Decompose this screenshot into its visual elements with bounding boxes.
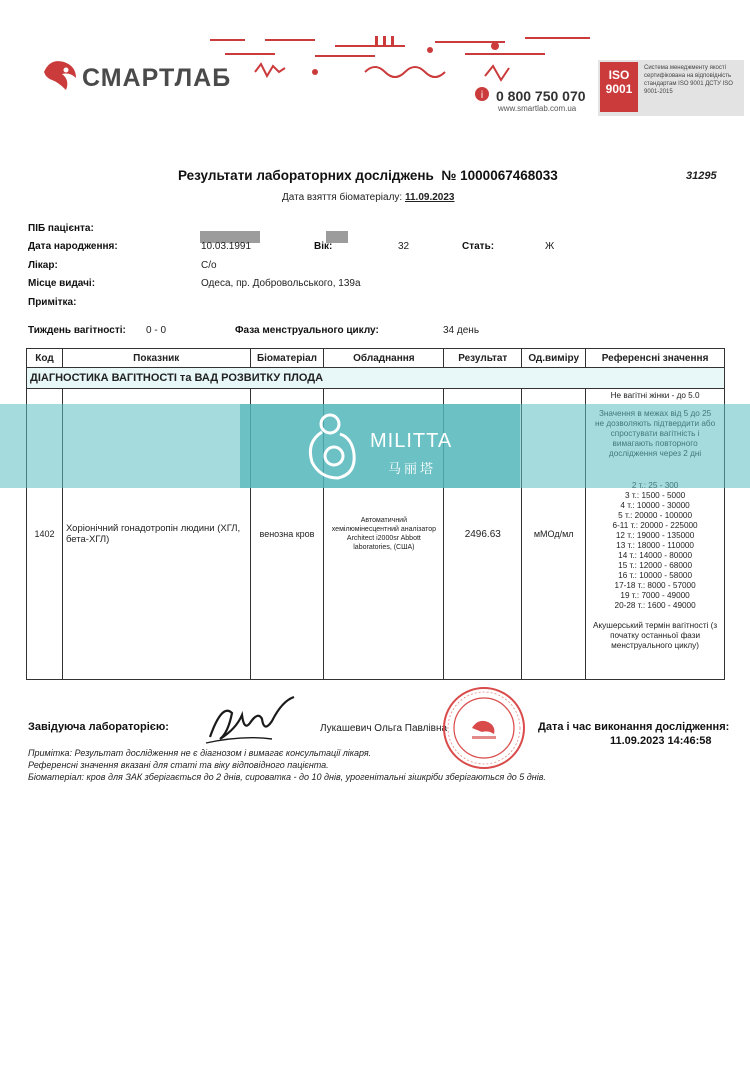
report-title: Результати лабораторних досліджень № 1000067468033 [178,168,558,183]
ref-line: 5 т.: 20000 - 100000 [618,511,693,520]
ref-line: 20-28 т.: 1600 - 49000 [614,601,696,610]
ref-line: 12 т.: 19000 - 135000 [615,531,695,540]
website: www.smartlab.com.ua [498,104,577,113]
place-value: Одеса, пр. Добровольського, 139а [201,278,361,289]
footer-note-3: Біоматеріал: кров для ЗАК зберігається до 2 днів, сироватка - до 10 днів, урогенітальні зішкріби зберігаються до 5 днів. [28,772,546,782]
ref-line: 16 т.: 10000 - 58000 [618,571,693,580]
col-header-code: Код [27,349,63,368]
age-label: Вік: [314,241,333,252]
ref-line: 17-18 т.: 8000 - 57000 [614,581,696,590]
phone-number: 0 800 750 070 [496,88,586,104]
sex-label: Стать: [462,241,495,252]
ref-line: 13 т.: 18000 - 110000 [616,541,694,550]
table-header-row [27,349,725,368]
col-header-test: Показник [62,349,250,368]
watermark-chinese: 马丽塔 [388,461,437,476]
ref-line: 14 т.: 14000 - 80000 [618,551,693,560]
signature-icon [202,693,302,749]
pregnancy-week-value: 0 - 0 [146,325,167,336]
cell-equipment: Автоматичний хемілюмінесцентний аналізатор Architect i2000sr Abbott laboratories, (США) [324,389,444,680]
ref-line: 19 т.: 7000 - 49000 [620,591,690,600]
ref-line: 15 т.: 12000 - 68000 [618,561,693,570]
col-header-result: Результат [444,349,522,368]
done-label: Дата і час виконання дослідження: [538,721,730,733]
results-table [26,348,725,680]
sample-date: Дата взяття біоматеріалу: 11.09.2023 [282,192,455,203]
place-label: Місце видачі: [28,278,96,289]
table-section-row [27,368,725,389]
dob-label: Дата народження: [28,241,118,252]
footer-note-2: Референсні значення вказані для статі та віку відповідного пацієнта. [28,760,329,770]
ref-line: 4 т.: 10000 - 30000 [620,501,690,510]
note-label: Примітка: [28,297,77,308]
cell-test: Хоріонічний гонадотропін людини (ХГЛ, бета-ХГЛ) [62,389,250,680]
doctor-label: Лікар: [28,260,58,271]
mother-child-icon [300,408,364,484]
col-header-equipment: Обладнання [324,349,444,368]
age-value: 32 [398,241,410,252]
cell-result: 2496.63 [444,389,522,680]
doctor-value: С/о [201,260,217,271]
ref-line: 6-11 т.: 20000 - 225000 [612,521,698,530]
ref-line: Не вагітні жінки - до 5.0 [610,391,700,400]
iso-badge: ISO 9001 [600,62,638,112]
col-header-reference: Референсні значення [586,349,725,368]
lab-seal-icon [442,686,526,770]
done-value: 11.09.2023 14:46:58 [610,735,712,747]
patient-name-label: ПІБ пацієнта: [28,223,94,234]
pregnancy-week-label: Тиждень вагітності: [28,325,126,336]
col-header-unit: Од.виміру [522,349,586,368]
footer-note-1: Примітка: Результат дослідження не є діагнозом і вимагає консультації лікаря. [28,748,372,758]
cycle-phase-label: Фаза менструального циклу: [235,325,379,336]
phone-icon [474,86,490,102]
head-name: Лукашевич Ольга Павлівна [320,723,448,734]
cell-code: 1402 [27,389,63,680]
cell-biomaterial: венозна кров [250,389,324,680]
svg-text:i: i [480,90,484,101]
cell-unit: мМОд/мл [522,389,586,680]
watermark-name: MILITTA [370,430,453,452]
dob-value: 10.03.1991 [201,241,252,252]
iso-text: Система менеджменту якості сертифікована на відповідність стандартам ISO 9001 ДСТУ ISO 9001-2015 [644,65,733,95]
ref-line: 3 т.: 1500 - 5000 [624,491,686,500]
sex-value: Ж [545,241,555,252]
col-header-biomaterial: Біоматеріал [250,349,324,368]
ref-line: Акушерський термін вагітності (з початку останньої фази менструального циклу) [593,621,718,650]
cycle-phase-value: 34 день [443,325,480,336]
head-label: Завідуюча лабораторією: [28,721,169,733]
smartlab-logo-icon [40,56,80,96]
section-title: ДІАГНОСТИКА ВАГІТНОСТІ та ВАД РОЗВИТКУ ПЛОДА [27,368,725,389]
lab-decoration-icon [205,32,595,87]
brand-name: СМАРТЛАБ [82,64,232,92]
report-code: 31295 [686,170,717,182]
